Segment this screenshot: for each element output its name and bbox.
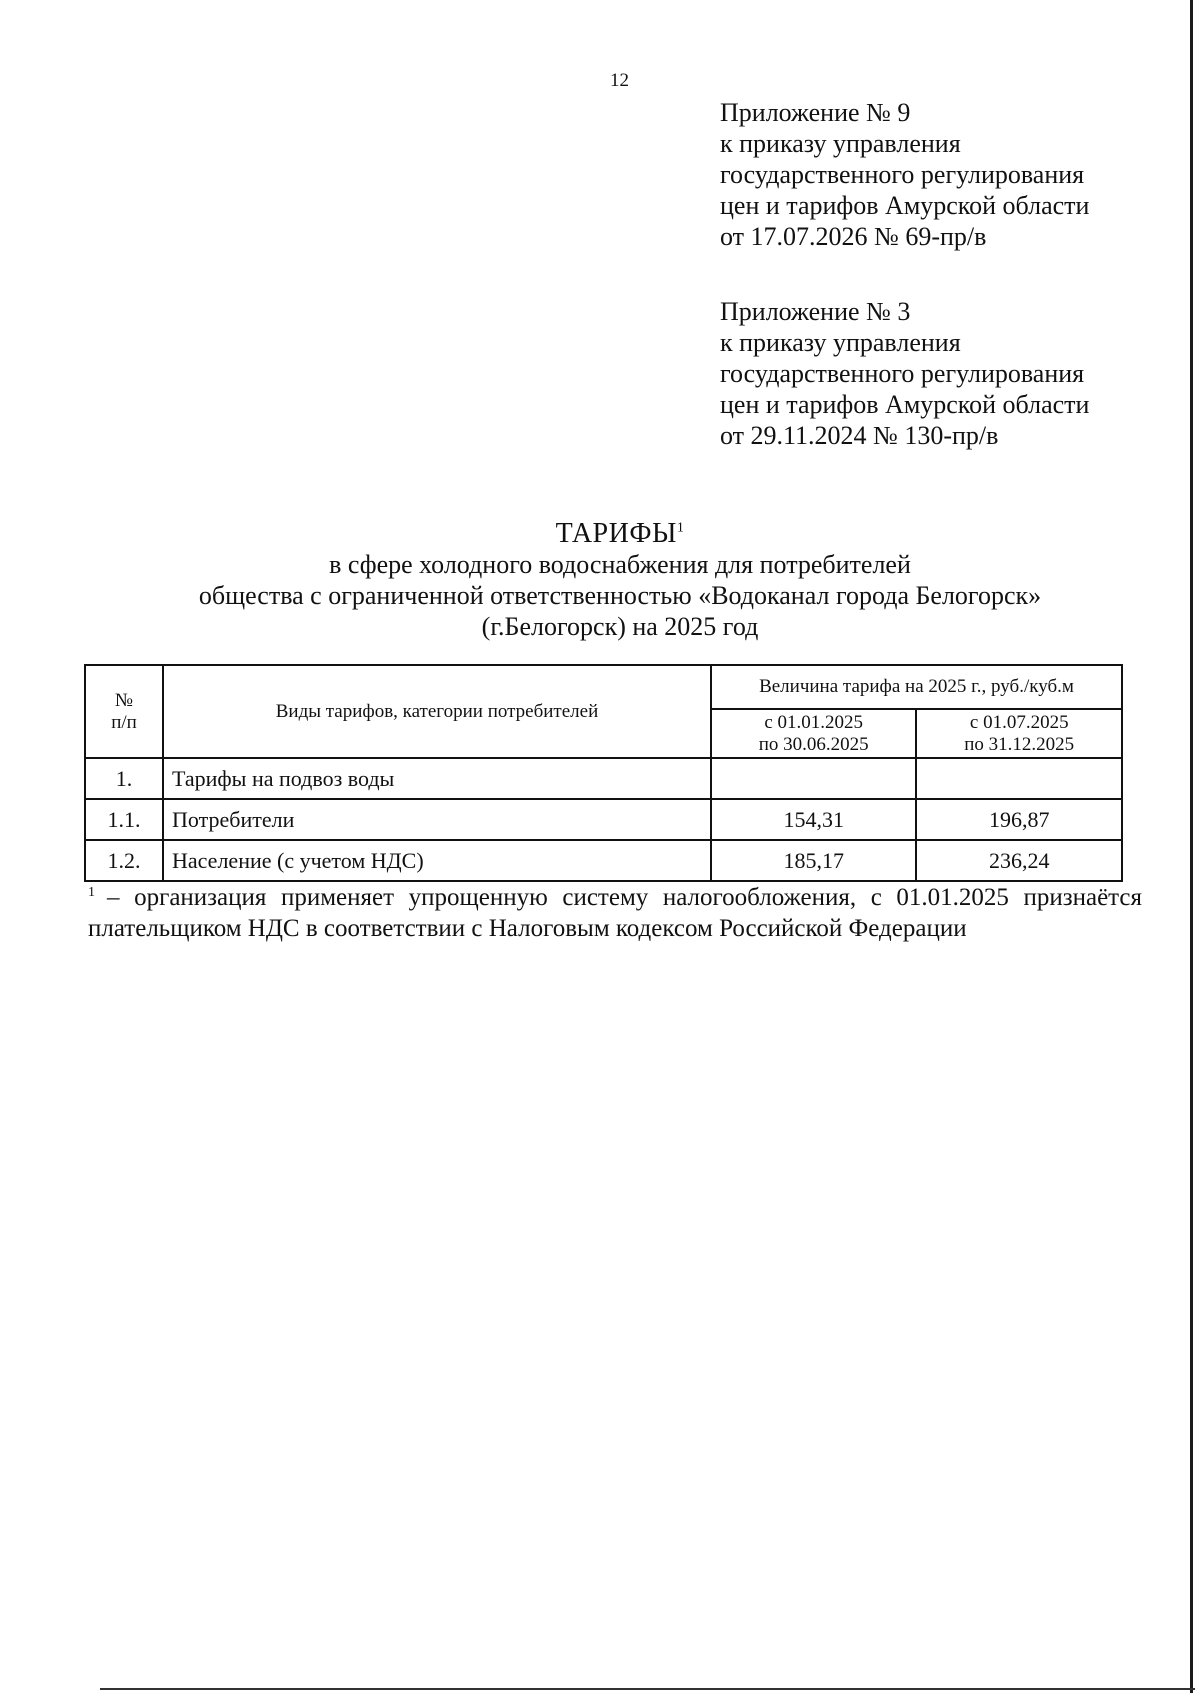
header-num-line: № [114,689,134,711]
page-edge-bottom [100,1688,1195,1690]
header-num [85,665,163,758]
header-period-1 [711,709,916,758]
footnote-text: – организация применяет упрощенную систему налогообложения, с 01.01.2025 признаётся плательщиком НДС в соответствии с Налоговым кодексом Российской Федерации [88,884,1142,942]
row-value-period-1: 154,31 [711,799,916,840]
appendix-line: от 29.11.2024 № 130-пр/в [720,421,999,450]
page-edge-right [1190,0,1193,1693]
header-num-line: п/п [111,711,137,733]
row-num: 1.1. [85,799,163,840]
title-line: (г.Белогорск) на 2025 год [481,612,759,641]
appendix-line: государственного регулирования [720,359,1085,388]
table-row [85,758,1122,799]
period-line: по 30.06.2025 [758,733,869,755]
period-line: с 01.07.2025 [969,711,1069,733]
table-header-row [85,665,1122,709]
title-footnote-mark: 1 [676,520,685,536]
footnote-mark: 1 [88,884,95,900]
row-name: Население (с учетом НДС) [163,840,711,881]
row-name: Потребители [163,799,711,840]
appendix-line: от 17.07.2026 № 69-пр/в [720,222,987,251]
appendix-3-header [720,296,1160,451]
period-line: с 01.01.2025 [764,711,864,733]
appendix-line: цен и тарифов Амурской области [720,191,1090,220]
appendix-9-header [720,97,1160,252]
appendix-line: Приложение № 9 [720,98,911,127]
appendix-line: государственного регулирования [720,160,1085,189]
page-number: 12 [610,70,629,91]
footnote [88,882,1142,944]
table-row [85,840,1122,881]
header-value-group: Величина тарифа на 2025 г., руб./куб.м [711,665,1122,709]
title-main [100,518,1140,549]
row-num: 1. [85,758,163,799]
row-value-period-2: 236,24 [916,840,1122,881]
appendix-line: Приложение № 3 [720,297,911,326]
row-value-period-1: 185,17 [711,840,916,881]
tariff-table [84,664,1123,882]
row-value-period-2: 196,87 [916,799,1122,840]
header-period-2 [916,709,1122,758]
document-title [100,518,1140,642]
appendix-line: к приказу управления [720,328,961,357]
period-line: по 31.12.2025 [964,733,1075,755]
appendix-line: цен и тарифов Амурской области [720,390,1090,419]
title-line: общества с ограниченной ответственностью «Водоканал города Белогорск» [198,581,1042,610]
header-name: Виды тарифов, категории потребителей [163,665,711,758]
row-name: Тарифы на подвоз воды [163,758,711,799]
row-num: 1.2. [85,840,163,881]
title-line: в сфере холодного водоснабжения для потребителей [329,550,911,579]
table-row [85,799,1122,840]
appendix-line: к приказу управления [720,129,961,158]
row-value-period-2 [916,758,1122,799]
row-value-period-1 [711,758,916,799]
title-text: ТАРИФЫ [555,518,677,549]
